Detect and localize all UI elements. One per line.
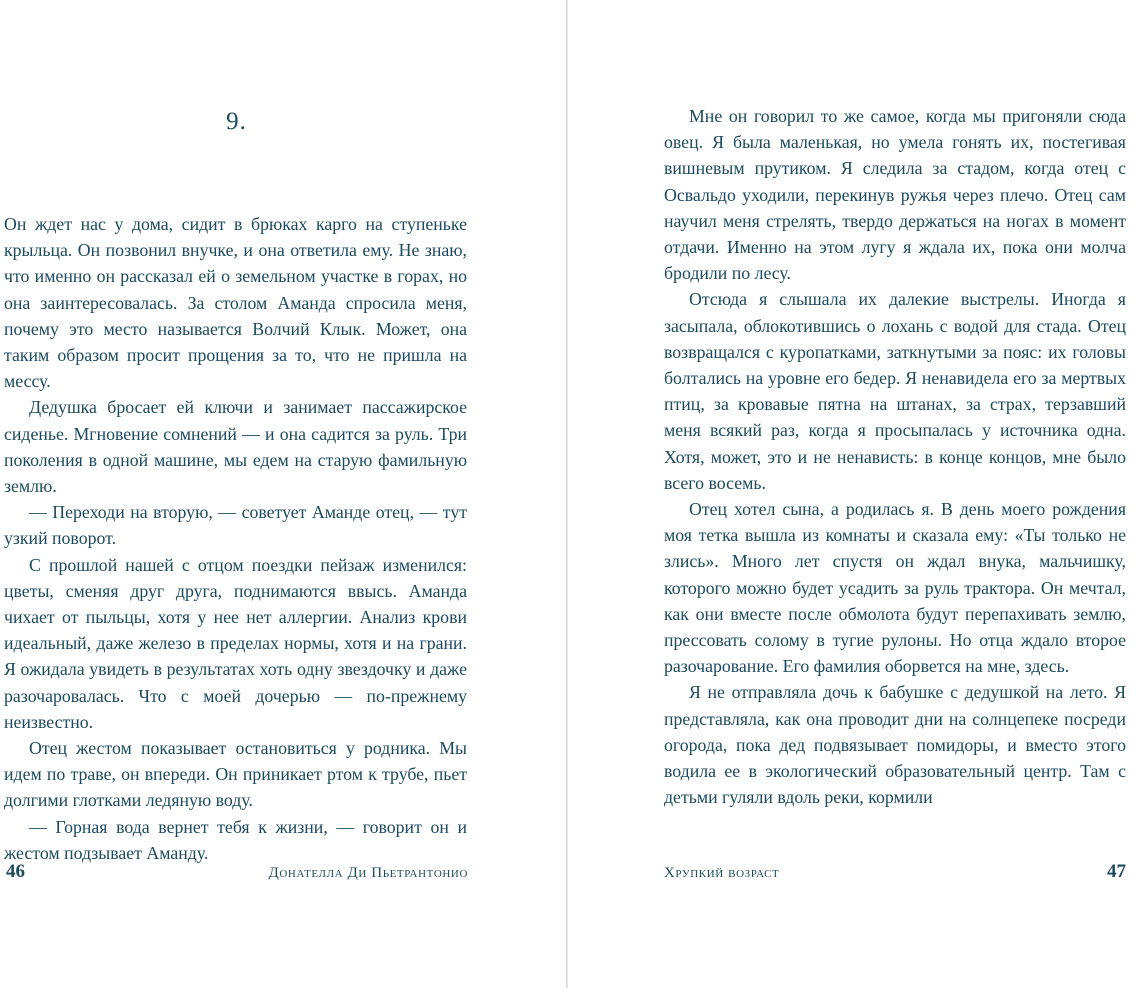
right-page-text [664, 103, 1126, 810]
paragraph: — Горная вода вернет тебя к жизни, — говорит он и жестом подзывает Аманду. [4, 816, 467, 863]
paragraph: Отец жестом показывает остановиться у родника. Мы идем по траве, он впереди. Он приникает ртом к трубе, пьет долгими глотками ледяную воду. [4, 738, 467, 811]
paragraph: Он ждет нас у дома, сидит в брюках карго на ступеньке крыльца. Он позвонил внучке, и она ответила ему. Не знаю, что именно он рассказал ей о земельном участке в горах, но она заинтересовалась. За столом Аманда спросила меня, почему это место называется Волчий Клык. Может, она таким образом просит прощения за то, что не пришла на мессу. [4, 214, 467, 392]
paragraph: Мне он говорил то же самое, когда мы пригоняли сюда овец. Я была маленькая, но умела гонять их, постегивая вишневым прутиком. Я следила за стадом, когда отец с Освальдо уходили, перекинув ружья через плечо. Отец сам научил меня стрелять, твердо держаться на ногах в момент отдачи. Именно на этом лугу я ждала их, пока они молча бродили по лесу. [664, 106, 1126, 284]
paragraph: С прошлой нашей с отцом поездки пейзаж изменился: цветы, сменяя друг друга, поднимаются ввысь. Аманда чихает от пыльцы, хотя у нее нет аллергии. Анализ крови идеальный, даже железо в пределах нормы, хотя и на грани. Я ожидала увидеть в результатах хоть одну звездочку и даже разочаровалась. Что с моей дочерью — по-прежнему неизвестно. [4, 554, 467, 732]
paragraph: Отец хотел сына, а родилась я. В день моего рождения моя тетка вышла из комнаты и сказала ему: «Ты только не злись». Много лет спустя он ждал внука, мальчишку, которого можно будет усадить за руль трактора. Он мечтал, как они вместе после обмолота будут перепахивать землю, прессовать солому в тугие рулоны. Но отца ждало второе разочарование. Его фамилия оборвется на мне, здесь. [664, 499, 1126, 677]
left-page-text [4, 211, 467, 866]
running-head-title: Хрупкий возраст [664, 865, 780, 881]
chapter-number: 9. [226, 108, 247, 135]
right-page-footer [664, 861, 1126, 885]
running-head-author: Донателла Ди Пьетрантонио [268, 865, 468, 881]
paragraph: Дедушка бросает ей ключи и занимает пассажирское сиденье. Мгновение сомнений — и она садится за руль. Три поколения в одной машине, мы едем на старую фамильную землю. [4, 397, 467, 497]
page-number: 47 [1107, 861, 1126, 882]
paragraph: Отсюда я слышала их далекие выстрелы. Иногда я засыпала, облокотившись о лохань с водой для стада. Отец возвращался с куропатками, заткнутыми за пояс: их головы болтались на уровне его бедер. Я ненавидела его за мертвых птиц, за кровавые пятна на штанах, за страх, терзавший меня всякий раз, когда я просыпалась у источника одна. Хотя, может, это и не ненависть: в конце концов, мне было всего восемь. [664, 289, 1126, 493]
left-page [0, 0, 566, 988]
right-page [568, 0, 1140, 988]
left-page-footer [6, 861, 468, 885]
paragraph: Я не отправляла дочь к бабушке с дедушкой на лето. Я представляла, как она проводит дни на солнцепеке посреди огорода, пока дед подвязывает помидоры, и вместо этого водила ее в экологический образовательный центр. Там с детьми гуляли вдоль реки, кормили [664, 682, 1126, 808]
page-number: 46 [6, 861, 25, 882]
paragraph: — Переходи на вторую, — советует Аманде отец, — тут узкий поворот. [4, 502, 467, 549]
